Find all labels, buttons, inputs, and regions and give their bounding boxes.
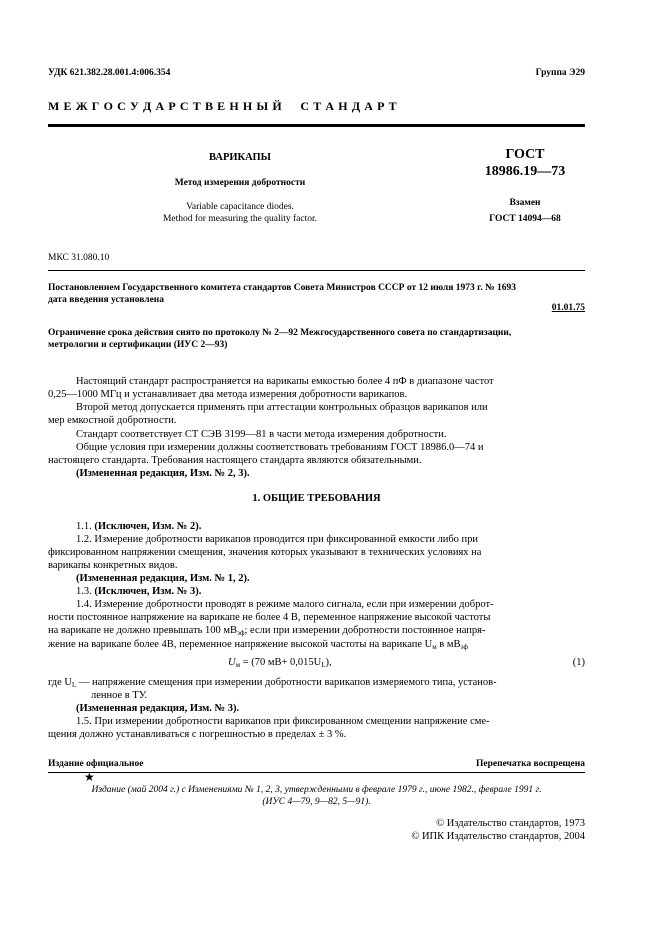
item-1-1-number: 1.1.: [76, 521, 92, 532]
item-1-4-line3-subscript: эф: [237, 629, 245, 637]
item-1-1-text: (Исключен, Изм. № 2).: [94, 521, 202, 532]
english-title-line1: Variable capacitance diodes.: [186, 202, 294, 212]
replaces-label: Взамен: [509, 198, 541, 208]
udk-code: УДК 621.382.28.001.4:006.354: [48, 68, 171, 78]
intro-p2-line1: Второй метод допускается применять при аттестации контрольных образцов варикапов или: [76, 402, 488, 413]
item-1-4-line4-subscript: м: [432, 643, 437, 651]
reprint-prohibited: Перепечатка воспрещена: [475, 759, 585, 769]
gost-label: ГОСТ: [505, 147, 545, 162]
item-1-2-line2: фиксированном напряжении смещения, значения которых указывают в технических условиях на: [48, 547, 482, 558]
copyright-1973: © Издательство стандартов, 1973: [436, 818, 585, 829]
item-1-4-line2: ности постоянное напряжение на варикапе не более 4 В, переменное напряжение высокой частоты: [48, 612, 491, 623]
item-1-4-line1: 1.4. Измерение добротности проводят в режиме малого сигнала, если при измерении доброт-: [76, 599, 494, 610]
item-1-4-line4: [48, 639, 468, 651]
item-1-4-line3-text: на варикапе не должно превышать 100 мВ: [48, 625, 238, 636]
formula-close: ),: [325, 657, 332, 668]
english-title-line2: Method for measuring the quality factor.: [162, 214, 318, 224]
footer-rule: [48, 772, 585, 773]
item-1-4-line3-text-cont: ; если при измерении добротности постоянное напря-: [244, 625, 486, 636]
item-1-4-line4-subscript2: эф: [460, 643, 469, 651]
item-1-4-line3: [48, 625, 485, 637]
decree-line1: Постановлением Государственного комитета стандартов Совета Министров СССР от 12 июля 1973 г. № 1693: [48, 283, 517, 293]
edition-note-line1: Издание (май 2004 г.) с Изменениями № 1, 2, 3, утвержденными в феврале 1979 г., июне 1982., феврале 1991 г.: [91, 785, 542, 795]
item-1-3: [76, 586, 201, 597]
item-1-5-line1: 1.5. При измерении добротности варикапов при фиксированном смещении напряжение сме-: [76, 716, 490, 727]
item-1-1: [76, 521, 201, 532]
decree-line2: дата введения установлена: [48, 295, 165, 305]
star-icon: ★: [84, 770, 95, 784]
where-line1: [48, 677, 497, 689]
item-1-4-note: (Измененная редакция, Изм. № 3).: [76, 703, 240, 714]
group-code: Группа Э29: [535, 68, 585, 78]
item-1-4-line4-text-cont: в мВ: [436, 639, 461, 650]
intro-p2-line2: мер емкостной добротности.: [48, 415, 177, 426]
doc-title: ВАРИКАПЫ: [209, 152, 271, 163]
item-1-2-note: (Измененная редакция, Изм. № 1, 2).: [76, 573, 250, 584]
where-subscript: L: [72, 681, 77, 689]
banner-rule: [48, 124, 585, 127]
item-1-3-number: 1.3.: [76, 586, 92, 597]
replaces-value: ГОСТ 14094—68: [489, 214, 561, 224]
formula-1: [228, 657, 332, 669]
intro-p1-line2: 0,25—1000 МГц и устанавливает два метода измерения добротности варикапов.: [48, 389, 408, 400]
item-1-3-text: (Исключен, Изм. № 3).: [94, 586, 202, 597]
formula-number: (1): [572, 657, 585, 668]
formula-body: = (70 мВ+ 0,015U: [240, 657, 322, 668]
where-text: где U: [48, 677, 72, 688]
edition-note-line2: (ИУС 4—79, 9—82, 5—91).: [262, 797, 371, 807]
mks-code: МКС 31.080.10: [48, 253, 110, 263]
restriction-line1: Ограничение срока действия снято по протоколу № 2—92 Межгосударственного совета по стандартизации,: [48, 328, 512, 338]
formula-subscript-m: м: [235, 661, 241, 669]
restriction-line2: метрологии и сертификации (ИУС 2—93): [48, 340, 228, 350]
formula-var-u: U: [228, 657, 236, 668]
item-1-5-line2: щения должно устанавливаться с погрешностью в пределах ± 3 %.: [48, 729, 347, 740]
where-text-cont: — напряжение смещения при измерении добротности варикапов измеряемого типа, установ-: [76, 677, 497, 688]
where-line2: ленное в ТУ.: [91, 690, 148, 701]
intro-p3: Стандарт соответствует СТ СЭВ 3199—81 в части метода измерения добротности.: [76, 429, 447, 440]
intro-p4-line2: настоящего стандарта. Требования настоящего стандарта являются обязательными.: [48, 455, 422, 466]
copyright-2004: © ИПК Издательство стандартов, 2004: [411, 831, 585, 842]
item-1-4-line4-text: жение на варикапе более 4В, переменное напряжение высокой частоты на варикапе U: [48, 639, 433, 650]
standard-banner: М Е Ж Г О С У Д А Р С Т В Е Н Н Ы Й С Т А Н Д А Р Т: [48, 99, 398, 113]
formula-subscript-l: L: [321, 661, 326, 669]
intro-p4-line1: Общие условия при измерении должны соответствовать требованиям ГОСТ 18986.0—74 и: [76, 442, 484, 453]
mks-rule: [48, 270, 585, 271]
item-1-2-line3: варикапы конкретных видов.: [48, 560, 178, 571]
gost-number: 18986.19—73: [484, 164, 566, 179]
doc-subtitle: Метод измерения добротности: [174, 178, 306, 188]
section-heading: 1. ОБЩИЕ ТРЕБОВАНИЯ: [252, 493, 381, 504]
official-edition: Издание официальное: [48, 759, 144, 769]
item-1-2-line1: 1.2. Измерение добротности варикапов проводится при фиксированной емкости либо при: [76, 534, 479, 545]
intro-p1-line1: Настоящий стандарт распространяется на варикапы емкостью более 4 пФ в диапазоне частот: [76, 376, 494, 387]
intro-amendment-note: (Измененная редакция, Изм. № 2, 3).: [76, 468, 250, 479]
effective-date: 01.01.75: [551, 303, 585, 313]
